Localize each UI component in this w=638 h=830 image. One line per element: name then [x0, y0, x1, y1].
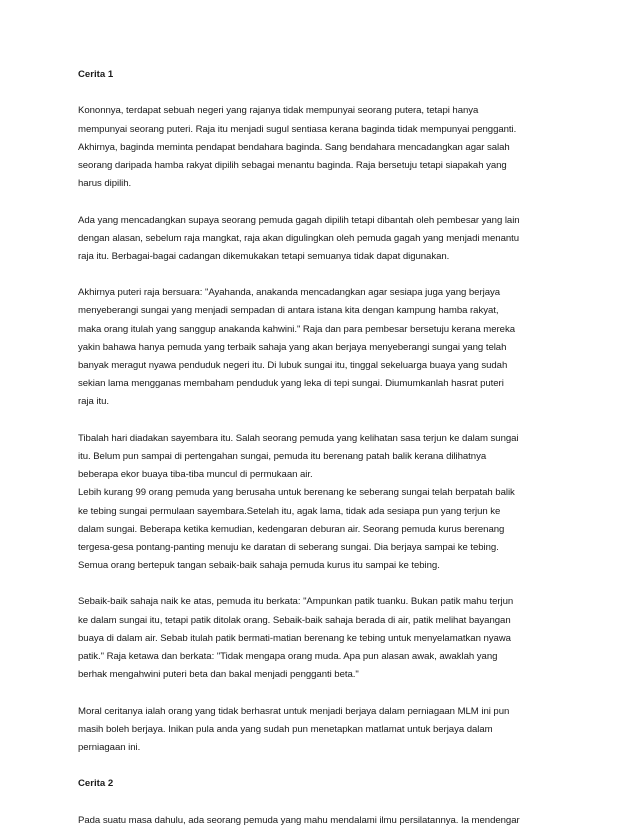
text-line: tergesa-gesa pontang-panting menuju ke daratan di seberang sungai. Dia berjaya sampai ke tebing. [78, 541, 499, 553]
text-line: Pada suatu masa dahulu, ada seorang pemuda yang mahu mendalami ilmu persilatannya. Ia mendengar [78, 814, 520, 826]
paragraph-gap [78, 757, 564, 775]
section-heading: Cerita 2 [78, 778, 114, 790]
paragraph-gap [78, 575, 564, 593]
text-line: Semua orang bertepuk tangan sebaik-baik sahaja pemuda kurus itu sampai ke tebing. [78, 560, 440, 572]
paragraph [78, 102, 564, 193]
text-line: harus dipilih. [78, 178, 132, 190]
paragraph-gap [78, 684, 564, 702]
text-line: dengan alasan, sebelum raja mangkat, raja akan digulingkan oleh pemuda gagah yang menjadi menantu [78, 232, 520, 244]
text-line: Lebih kurang 99 orang pemuda yang berusaha untuk berenang ke seberang sungai telah berpatah balik [78, 487, 515, 499]
paragraph [78, 703, 564, 758]
text-line: patik." Raja ketawa dan berkata: "Tidak mengapa orang muda. Apa pun alasan awak, awaklah yang [78, 651, 498, 662]
text-line: yakin bahawa hanya pemuda yang terbaik sahaja yang akan berjaya menyeberangi sungai yang telah [78, 341, 507, 353]
paragraph [78, 812, 564, 830]
paragraph [78, 212, 564, 267]
text-line: raja itu. Berbagai-bagai cadangan dikemukakan tetapi semuanya tidak dapat digunakan. [78, 250, 450, 262]
text-line: beberapa ekor buaya tiba-tiba muncul di permukaan air. [78, 469, 313, 481]
paragraph-gap [78, 794, 564, 812]
paragraph-gap [78, 412, 564, 430]
text-line: sekian lama mengganas membaham penduduk yang leka di tepi sungai. Diumumkanlah hasrat puteri [78, 378, 504, 390]
paragraph [78, 430, 564, 576]
paragraph [78, 284, 564, 411]
paragraph-gap [78, 266, 564, 284]
paragraph-gap [78, 193, 564, 211]
document-body [78, 66, 564, 830]
paragraph-gap [78, 84, 564, 102]
section-heading: Cerita 1 [78, 69, 114, 80]
text-line: buaya di dalam air. Sebab itulah patik bermati-matian berenang ke tebing untuk menyelamatkan nyawa [78, 632, 511, 644]
text-line: Sebaik-baik sahaja naik ke atas, pemuda itu berkata: "Ampunkan patik tuanku. Bukan patik mahu terjun [78, 596, 514, 608]
text-line: ke tebing sungai permulaan sayembara.Setelah itu, agak lama, tidak ada sesiapa pun yang terjun ke [78, 505, 501, 517]
text-line: Moral ceritanya ialah orang yang tidak berhasrat untuk menjadi berjaya dalam perniagaan MLM ini pun [78, 705, 510, 717]
text-line: menyeberangi sungai yang menjadi sempadan di antara istana kita dengan kampung hamba rakyat, [78, 305, 499, 317]
text-line: masih boleh berjaya. Inikan pula anda yang sudah pun menetapkan matlamat untuk berjaya dalam [78, 723, 493, 735]
text-line: itu. Belum pun sampai di pertengahan sungai, pemuda itu berenang patah balik kerana dilihatnya [78, 450, 487, 462]
text-line: mempunyai seorang puteri. Raja itu menjadi sugul sentiasa kerana baginda tidak mempunyai pengganti. [78, 123, 517, 135]
text-line: Tibalah hari diadakan sayembara itu. Salah seorang pemuda yang kelihatan sasa terjun ke dalam sungai [78, 432, 519, 444]
text-line: perniagaan ini. [78, 741, 141, 753]
text-line: Akhirnya, baginda meminta pendapat bendahara baginda. Sang bendahara mencadangkan agar salah [78, 141, 510, 153]
text-line: dalam sungai. Beberapa ketika kemudian, kedengaran deburan air. Seorang pemuda kurus berenang [78, 523, 505, 535]
text-line: Akhirnya puteri raja bersuara: "Ayahanda, anakanda mencadangkan agar sesiapa juga yang berjaya [78, 287, 501, 299]
text-line: Kononnya, terdapat sebuah negeri yang rajanya tidak mempunyai seorang putera, tetapi hanya [78, 105, 479, 117]
text-line: raja itu. [78, 396, 110, 408]
text-line: seorang daripada hamba rakyat dipilih sebagai menantu baginda. Raja bersetuju tetapi siapakah yang [78, 159, 507, 171]
text-line: maka orang itulah yang sanggup anakanda kahwini." Raja dan para pembesar bersetuju kerana mereka [78, 323, 516, 335]
text-line: Ada yang mencadangkan supaya seorang pemuda gagah dipilih tetapi dibantah oleh pembesar yang lain [78, 214, 520, 226]
text-line: ke dalam sungai itu, tetapi patik ditolak orang. Sebaik-baik sahaja berada di air, patik melihat bayangan [78, 614, 511, 626]
text-line: berhak mengahwini puteri beta dan bakal menjadi pengganti beta." [78, 669, 359, 681]
paragraph [78, 593, 564, 684]
text-line: banyak meragut nyawa penduduk negeri itu. Di lubuk sungai itu, tinggal sekeluarga buaya yang sudah [78, 360, 508, 371]
